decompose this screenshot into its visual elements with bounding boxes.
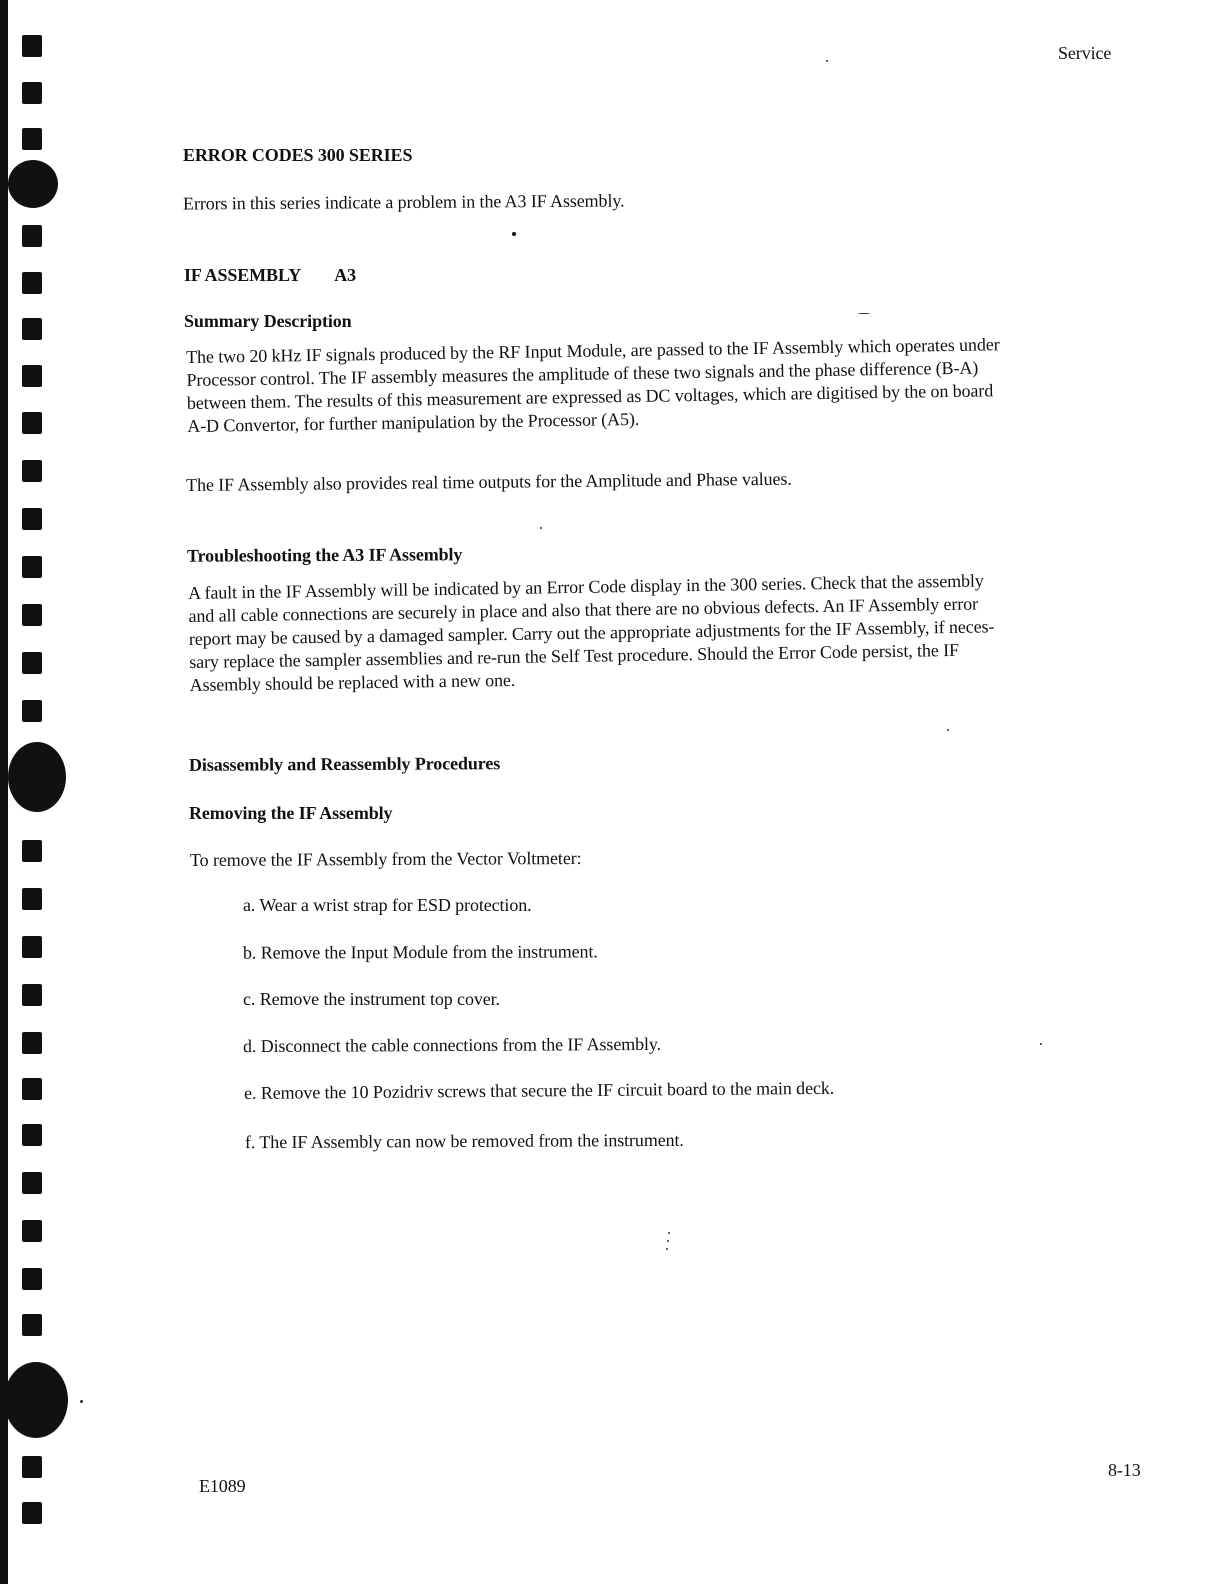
binding-strip xyxy=(0,0,8,1584)
summary-line: A-D Convertor, for further manipulation by the Processor (A5). xyxy=(187,408,640,436)
troubleshooting-line: A fault in the IF Assembly will be indicated by an Error Code display in the 300 series. Check that the assembly xyxy=(188,570,984,603)
realtime-paragraph: The IF Assembly also provides real time outputs for the Amplitude and Phase values. xyxy=(186,468,792,495)
troubleshooting-line: report may be caused by a damaged sampler. Carry out the appropriate adjustments for the IF Assembly, if neces- xyxy=(188,616,995,649)
removing-heading: Removing the IF Assembly xyxy=(189,803,393,823)
step-item: f. The IF Assembly can now be removed from the instrument. xyxy=(244,1129,684,1153)
step-item: c. Remove the instrument top cover. xyxy=(243,989,500,1009)
troubleshooting-line: Assembly should be replaced with a new one. xyxy=(189,669,516,695)
troubleshooting-paragraph xyxy=(188,569,995,697)
summary-line: between them. The results of this measurement are expressed as DC voltages, which are digitised by the on board xyxy=(186,380,994,413)
step-item: e. Remove the 10 Pozidriv screws that secure the IF circuit board to the main deck. xyxy=(244,1077,835,1103)
step-item: a. Wear a wrist strap for ESD protection. xyxy=(243,895,532,915)
troubleshooting-heading: Troubleshooting the A3 IF Assembly xyxy=(186,544,463,566)
error-codes-heading: ERROR CODES 300 SERIES xyxy=(183,145,413,165)
troubleshooting-line: sary replace the sampler assemblies and re-run the Self Test procedure. Should the Error Code persist, the IF xyxy=(189,639,960,672)
summary-paragraph xyxy=(186,333,1001,438)
assembly-heading-ref: A3 xyxy=(334,265,357,285)
disassembly-heading: Disassembly and Reassembly Procedures xyxy=(188,753,501,775)
assembly-heading-name: IF ASSEMBLY xyxy=(184,265,301,285)
step-item: d. Disconnect the cable connections from the IF Assembly. xyxy=(242,1033,662,1057)
summary-line: Processor control. The IF assembly measures the amplitude of these two signals and the phase difference (B-A) xyxy=(186,357,979,390)
document-code: E1089 xyxy=(199,1476,246,1496)
removing-intro: To remove the IF Assembly from the Vector Voltmeter: xyxy=(189,847,582,871)
summary-heading: Summary Description xyxy=(184,311,352,331)
running-header: Service xyxy=(1058,43,1112,63)
assembly-heading xyxy=(184,264,356,287)
step-item: b. Remove the Input Module from the instrument. xyxy=(242,941,598,963)
page-number: 8-13 xyxy=(1108,1460,1141,1480)
error-codes-intro: Errors in this series indicate a problem in the A3 IF Assembly. xyxy=(182,190,625,214)
troubleshooting-line: and all cable connections are securely in place and also that there are no obvious defects. An IF Assembly error xyxy=(188,593,979,626)
summary-line: The two 20 kHz IF signals produced by the RF Input Module, are passed to the IF Assembly which operates under xyxy=(186,334,1000,367)
